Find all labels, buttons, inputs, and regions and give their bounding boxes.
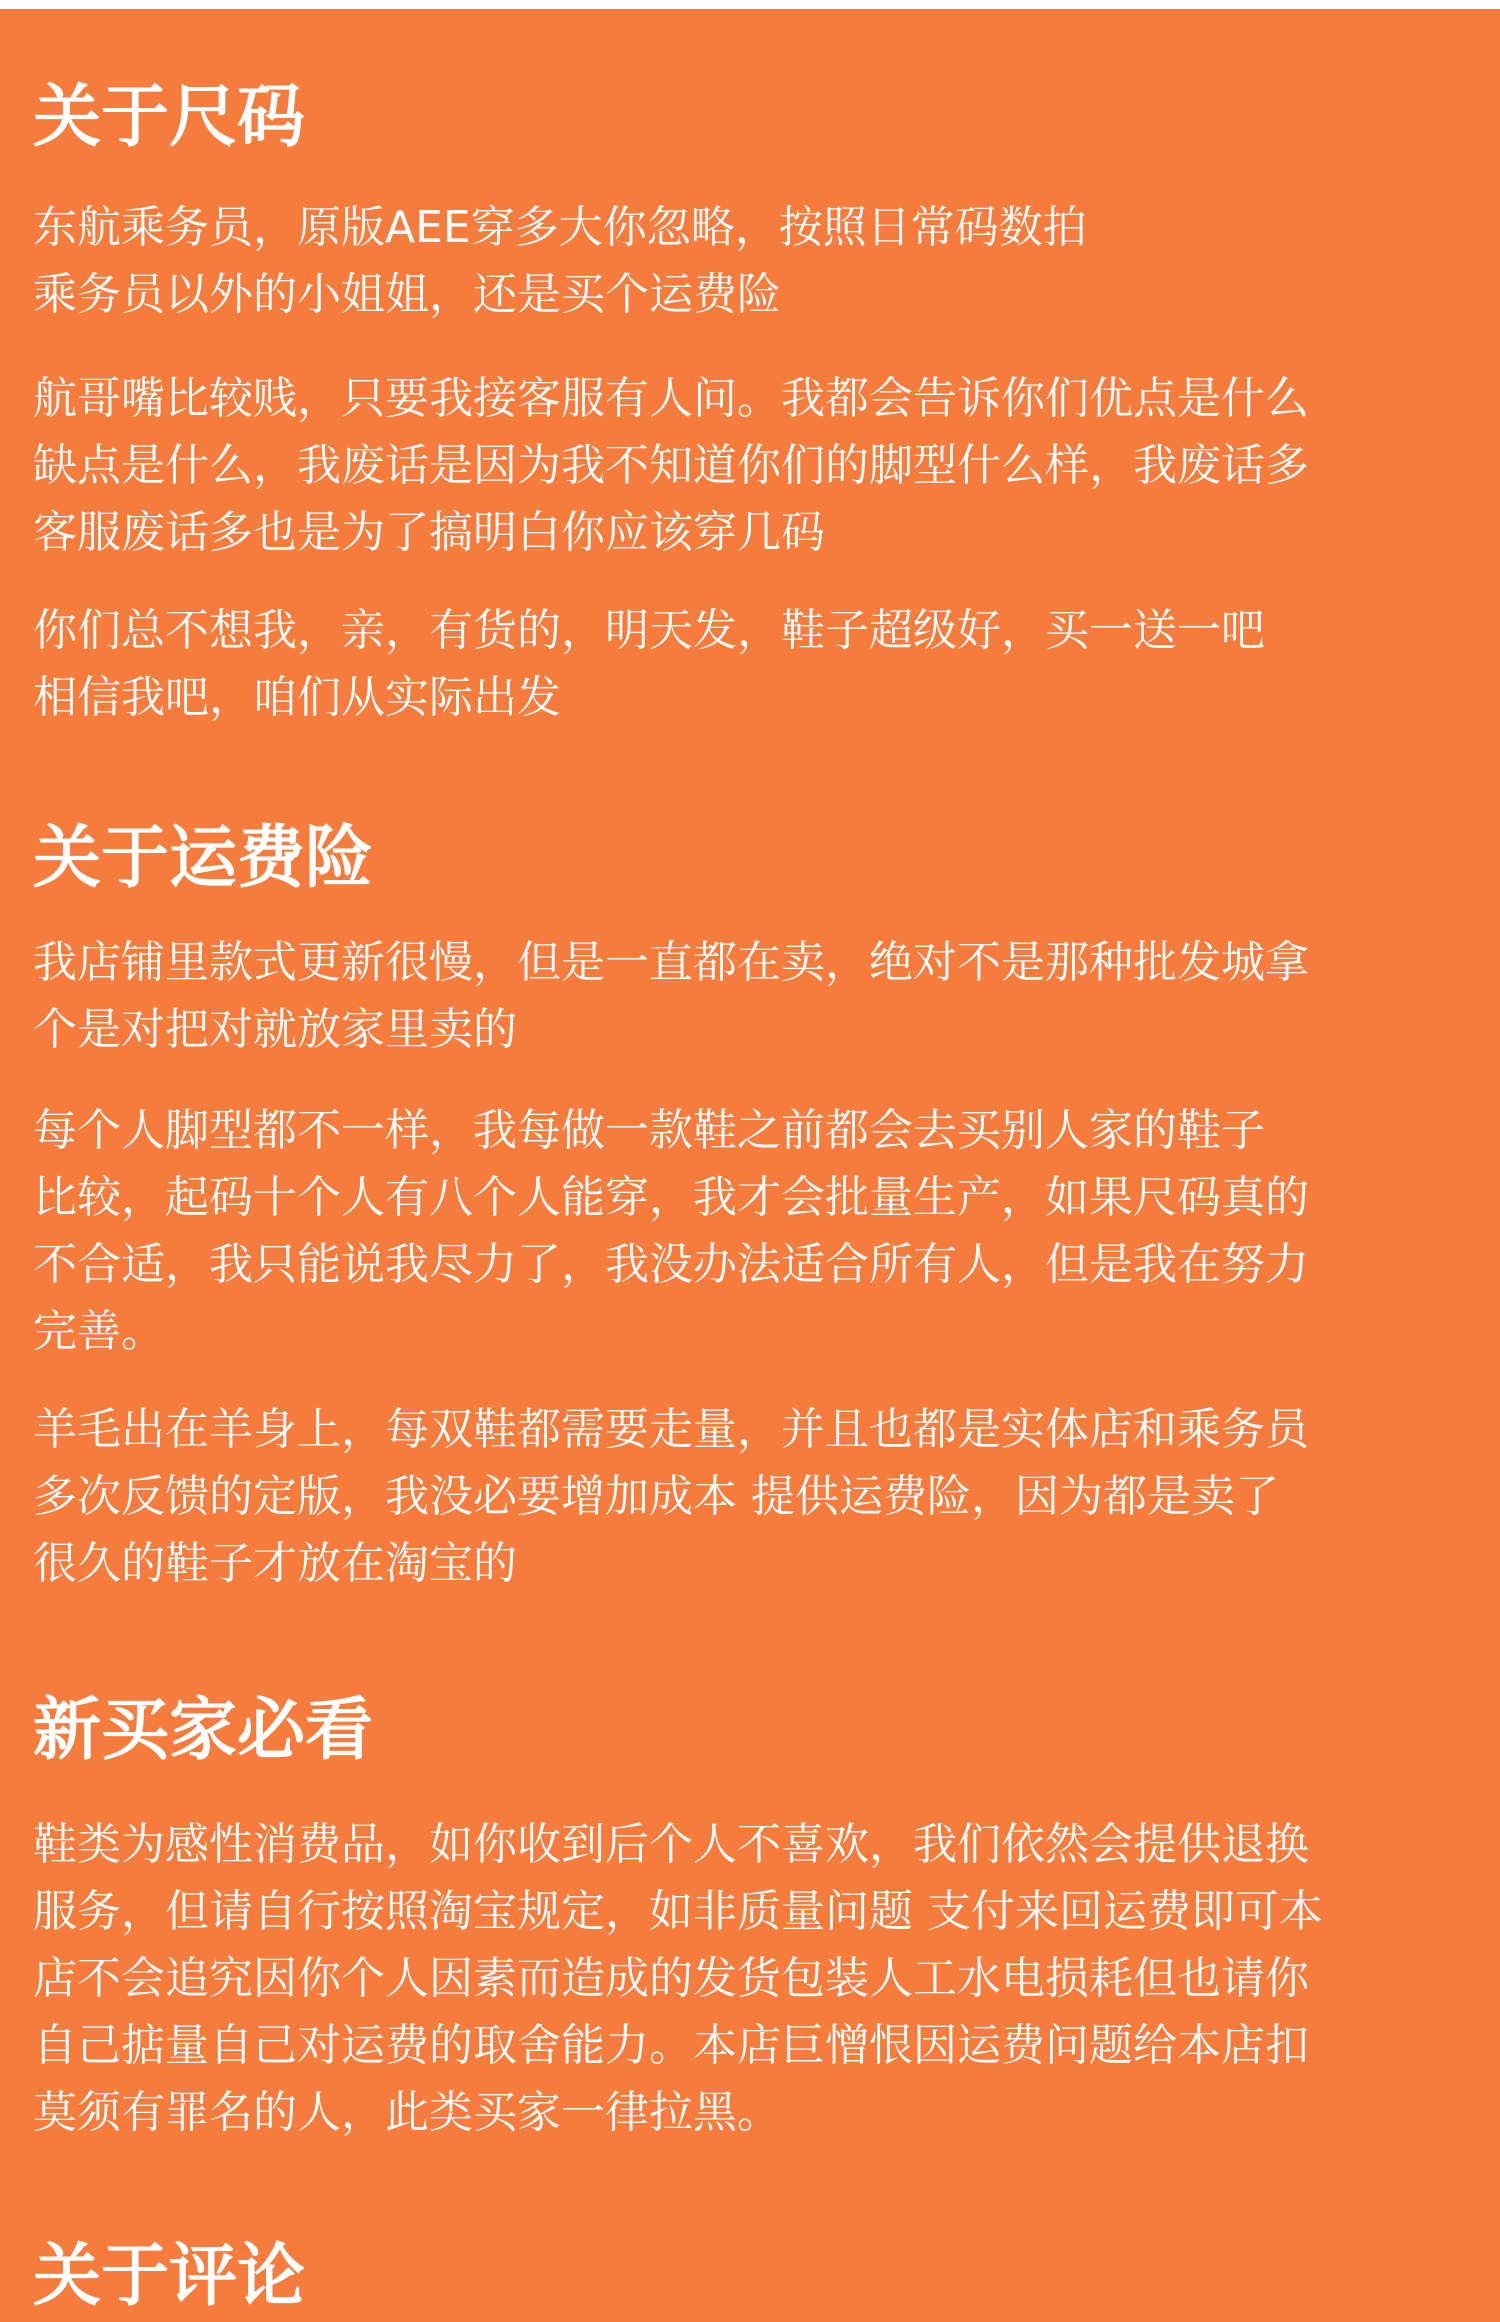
- paragraph-line: 鞋类为感性消费品，如你收到后个人不喜欢，我们依然会提供退换: [33, 1819, 1309, 1870]
- section-new-buyers: [33, 1691, 1473, 1771]
- section-heading: 关于评论: [33, 2237, 306, 2316]
- paragraph-line: 完善。: [33, 1306, 165, 1357]
- paragraph-line: 缺点是什么，我废话是因为我不知道你们的脚型什么样，我废话多: [33, 440, 1309, 491]
- paragraph-line: 多次反馈的定版，我没必要增加成本 提供运费险，因为都是卖了: [33, 1471, 1279, 1522]
- paragraph-line: 相信我吧，咱们从实际出发: [33, 672, 561, 723]
- paragraph-line: 我店铺里款式更新很慢，但是一直都在卖，绝对不是那种批发城拿: [33, 937, 1309, 988]
- paragraph-line: 客服废话多也是为了搞明白你应该穿几码: [33, 507, 825, 558]
- paragraph: [33, 365, 1473, 566]
- paragraph: [33, 597, 1473, 731]
- section-size-body: [33, 365, 1473, 566]
- section-size-body: [33, 597, 1473, 731]
- paragraph-line: 乘务员以外的小姐姐，还是买个运费险: [33, 269, 781, 320]
- paragraph-line: 个是对把对就放家里卖的: [33, 1004, 517, 1055]
- paragraph-line: 莫须有罪名的人，此类买家一律拉黑。: [33, 2087, 781, 2138]
- paragraph-line: 每个人脚型都不一样，我每做一款鞋之前都会去买别人家的鞋子: [33, 1105, 1265, 1156]
- paragraph-line: 比较，起码十个人有八个人能穿，我才会批量生产，如果尺码真的: [33, 1172, 1309, 1223]
- paragraph-line: 店不会追究因你个人因素而造成的发货包装人工水电损耗但也请你: [33, 1953, 1309, 2004]
- paragraph: [33, 1811, 1473, 2146]
- paragraph: [33, 929, 1473, 1063]
- section-heading: 新买家必看: [33, 1691, 374, 1770]
- paragraph-line: 羊毛出在羊身上，每双鞋都需要走量，并且也都是实体店和乘务员: [33, 1404, 1309, 1455]
- section-shipping-body: [33, 929, 1473, 1063]
- paragraph-line: 你们总不想我，亲，有货的，明天发，鞋子超级好，买一送一吧: [33, 605, 1265, 656]
- paragraph-line: 不合适，我只能说我尽力了，我没办法适合所有人，但是我在努力: [33, 1239, 1309, 1290]
- section-heading: 关于尺码: [33, 78, 306, 157]
- paragraph: [33, 1396, 1473, 1597]
- paragraph-line: 服务，但请自行按照淘宝规定，如非质量问题 支付来回运费即可本: [33, 1886, 1323, 1937]
- paragraph-line: 东航乘务员，原版AEE穿多大你忽略，按照日常码数拍: [33, 202, 1087, 253]
- section-reviews: [33, 2237, 1473, 2317]
- section-size: [33, 78, 1473, 158]
- paragraph: [33, 194, 1473, 328]
- paragraph-line: 航哥嘴比较贱，只要我接客服有人问。我都会告诉你们优点是什么: [33, 373, 1309, 424]
- paragraph: [33, 1097, 1473, 1365]
- section-shipping-insurance: [33, 819, 1473, 899]
- section-size-body: [33, 194, 1473, 328]
- paragraph-line: 自己掂量自己对运费的取舍能力。本店巨憎恨因运费问题给本店扣: [33, 2020, 1309, 2071]
- section-heading: 关于运费险: [33, 819, 374, 898]
- paragraph-line: 很久的鞋子才放在淘宝的: [33, 1538, 517, 1589]
- section-shipping-body: [33, 1097, 1473, 1365]
- notice-panel: [0, 9, 1500, 2322]
- section-new-buyers-body: [33, 1811, 1473, 2146]
- section-shipping-body: [33, 1396, 1473, 1597]
